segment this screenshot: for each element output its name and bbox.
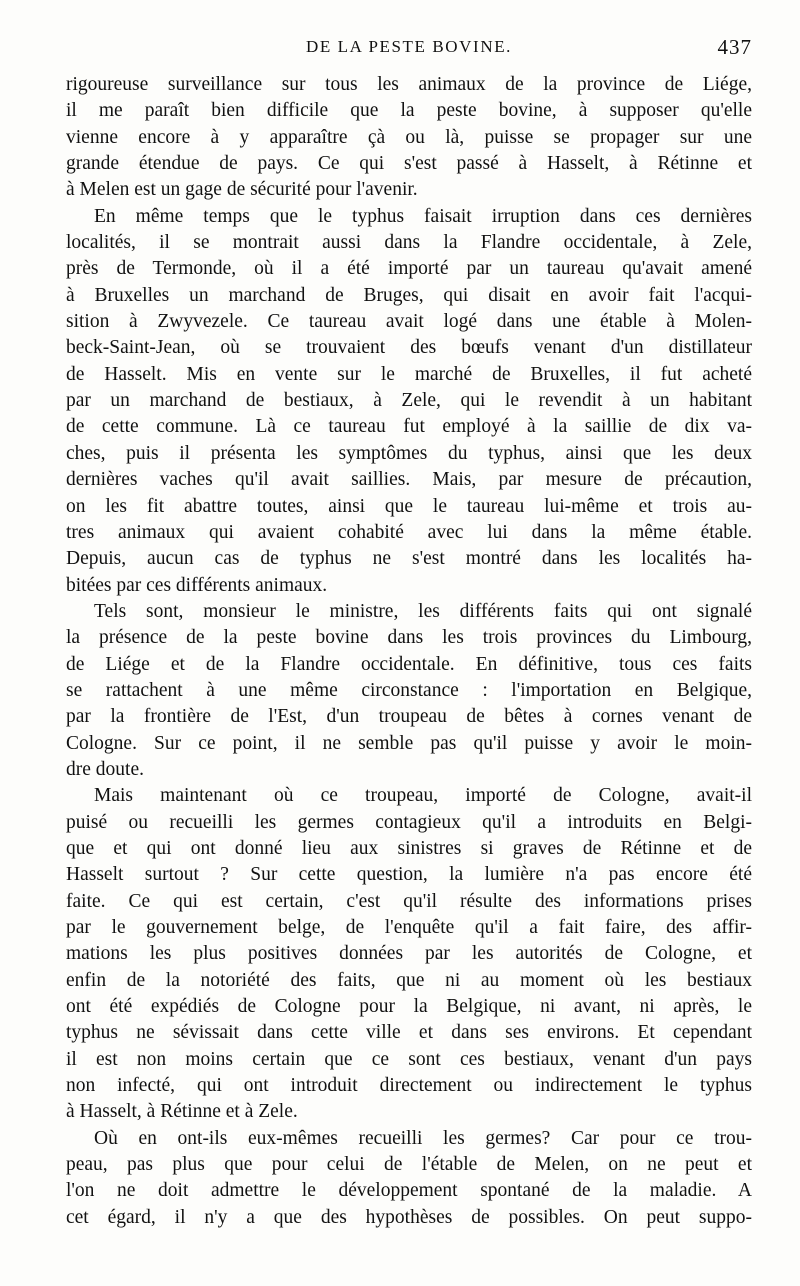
text-line: enfin de la notoriété des faits, que ni au moment où les bestiaux bbox=[66, 969, 752, 991]
text-line: beck-Saint-Jean, où se trouvaient des bœufs venant d'un distillateur bbox=[66, 337, 752, 359]
text-line: ches, puis il présenta les symptômes du typhus, ainsi que les deux bbox=[66, 442, 752, 464]
text-line: dre doute. bbox=[66, 758, 144, 780]
text-line: à Melen est un gage de sécurité pour l'avenir. bbox=[66, 179, 418, 201]
text-line: puisé ou recueilli les germes contagieux qu'il a introduits en Belgi- bbox=[66, 811, 752, 833]
text-line: Tels sont, monsieur le ministre, les différents faits qui ont signalé bbox=[94, 600, 752, 622]
text-line: mations les plus positives données par les autorités de Cologne, et bbox=[66, 943, 752, 965]
text-line: par la frontière de l'Est, d'un troupeau de bêtes à cornes venant de bbox=[66, 706, 752, 728]
text-line: En même temps que le typhus faisait irruption dans ces dernières bbox=[94, 205, 752, 227]
text-line: que et qui ont donné lieu aux sinistres si graves de Rétinne et de bbox=[66, 837, 752, 859]
text-line: la présence de la peste bovine dans les trois provinces du Limbourg, bbox=[66, 627, 752, 649]
text-line: il est non moins certain que ce sont ces bestiaux, venant d'un pays bbox=[66, 1048, 752, 1070]
text-line: Où en ont-ils eux-mêmes recueilli les germes? Car pour ce trou- bbox=[94, 1127, 752, 1149]
text-line: il me paraît bien difficile que la peste bovine, à supposer qu'elle bbox=[66, 100, 752, 122]
page-number: 437 bbox=[717, 35, 752, 59]
text-line: tres animaux qui avaient cohabité avec lui dans la même étable. bbox=[66, 521, 752, 543]
text-line: de Liége et de la Flandre occidentale. En définitive, tous ces faits bbox=[66, 653, 752, 675]
text-line: à Hasselt, à Rétinne et à Zele. bbox=[66, 1101, 298, 1123]
text-line: peau, pas plus que pour celui de l'étable de Melen, on ne peut et bbox=[66, 1154, 752, 1176]
text-line: de Hasselt. Mis en vente sur le marché de Bruxelles, il fut acheté bbox=[66, 363, 752, 385]
text-line: par le gouvernement belge, de l'enquête qu'il a fait faire, des affir- bbox=[66, 917, 752, 938]
text-line: ont été expédiés de Cologne pour la Belgique, ni avant, ni après, le bbox=[66, 996, 752, 1018]
text-line: se rattachent à une même circonstance : l'importation en Belgique, bbox=[66, 679, 752, 701]
text-line: l'on ne doit admettre le développement spontané de la maladie. A bbox=[66, 1180, 752, 1202]
text-line: de cette commune. Là ce taureau fut employé à la saillie de dix va- bbox=[66, 416, 752, 438]
text-line: par un marchand de bestiaux, à Zele, qui le revendit à un habitant bbox=[66, 390, 752, 412]
text-line: Mais maintenant où ce troupeau, importé de Cologne, avait-il bbox=[94, 785, 752, 807]
text-line: on les fit abattre toutes, ainsi que le taureau lui-même et trois au- bbox=[66, 495, 752, 517]
text-line: rigoureuse surveillance sur tous les animaux de la province de Liége, bbox=[66, 74, 752, 95]
text-line: faite. Ce qui est certain, c'est qu'il résulte des informations prises bbox=[66, 890, 752, 912]
text-line: sition à Zwyvezele. Ce taureau avait logé dans une étable à Molen- bbox=[66, 311, 752, 333]
text-line: localités, il se montrait aussi dans la Flandre occidentale, à Zele, bbox=[66, 232, 752, 254]
text-line: typhus ne sévissait dans cette ville et dans ses environs. Et cependant bbox=[66, 1022, 752, 1044]
text-line: vienne encore à y apparaître çà ou là, puisse se propager sur une bbox=[66, 126, 752, 148]
body-text bbox=[66, 72, 752, 1231]
running-head bbox=[66, 34, 752, 64]
text-line: Depuis, aucun cas de typhus ne s'est montré dans les localités ha- bbox=[66, 548, 752, 570]
text-line: bitées par ces différents animaux. bbox=[66, 574, 328, 596]
text-line: à Bruxelles un marchand de Bruges, qui disait en avoir fait l'acqui- bbox=[66, 284, 752, 306]
text-line: non infecté, qui ont introduit directement ou indirectement le typhus bbox=[66, 1075, 752, 1097]
text-line: Hasselt surtout ? Sur cette question, la lumière n'a pas encore été bbox=[66, 864, 752, 886]
text-line: grande étendue de pays. Ce qui s'est passé à Hasselt, à Rétinne et bbox=[66, 153, 752, 175]
running-title: DE LA PESTE BOVINE. bbox=[305, 37, 513, 56]
text-line: Cologne. Sur ce point, il ne semble pas qu'il puisse y avoir le moin- bbox=[66, 732, 752, 754]
text-line: dernières vaches qu'il avait saillies. Mais, par mesure de précaution, bbox=[66, 469, 752, 491]
text-line: cet égard, il n'y a que des hypothèses de possibles. On peut suppo- bbox=[66, 1206, 752, 1228]
text-line: près de Termonde, où il a été importé par un taureau qu'avait amené bbox=[66, 258, 752, 280]
